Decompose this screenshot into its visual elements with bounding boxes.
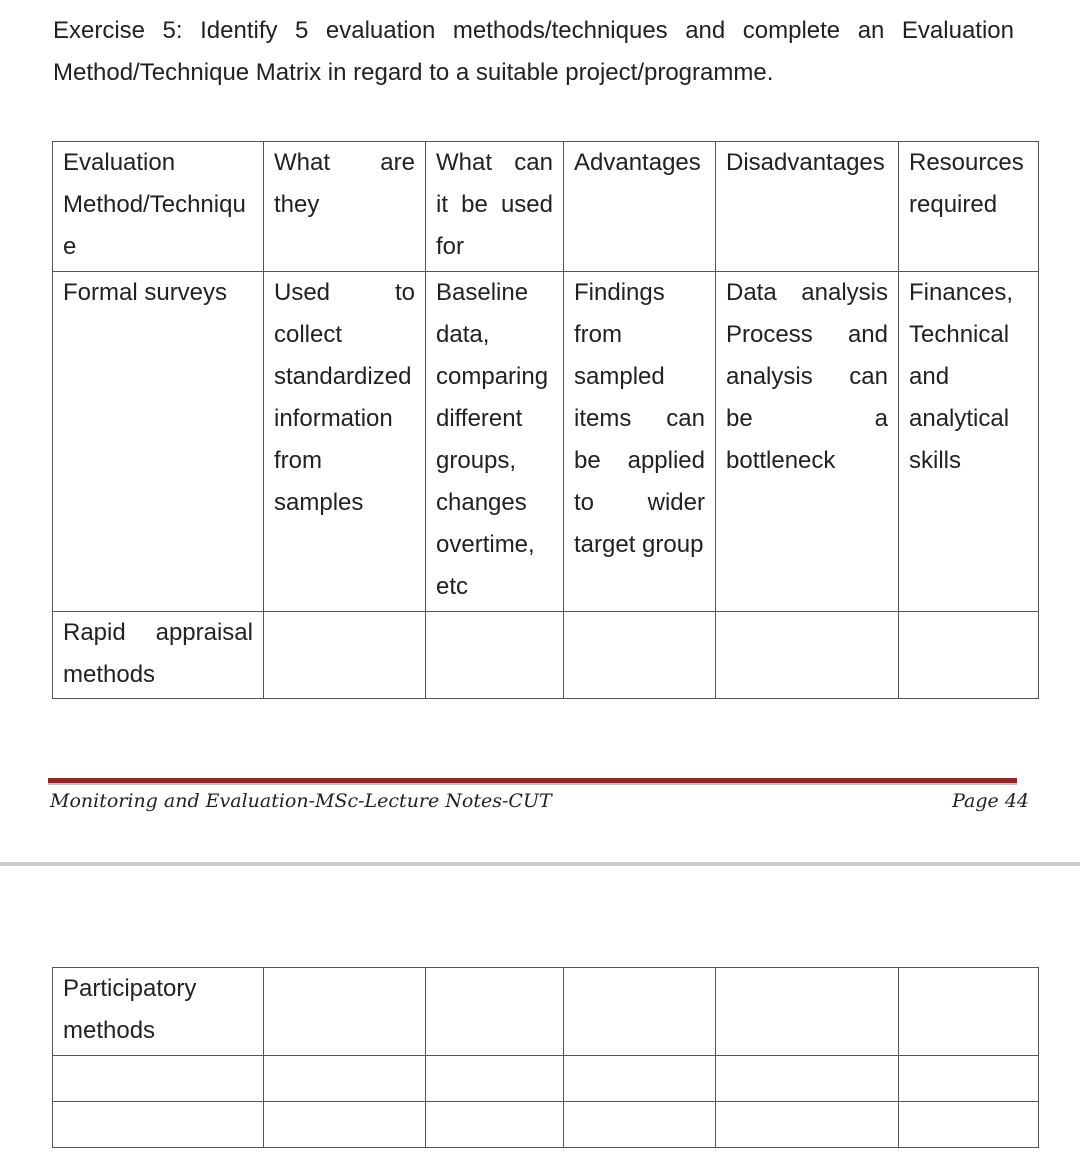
cell-method: Rapid appraisal methods bbox=[53, 612, 264, 699]
cell-disadvantages bbox=[716, 1102, 899, 1148]
cell-disadvantages bbox=[716, 1056, 899, 1102]
cell-advantages: Findings from sampled items can be applied to wider target group bbox=[564, 272, 716, 612]
cell-uses bbox=[426, 612, 564, 699]
footer-rule bbox=[48, 778, 1017, 785]
cell-uses bbox=[426, 968, 564, 1056]
cell-method: Formal surveys bbox=[53, 272, 264, 612]
header-disadvantages: Disadvantages bbox=[716, 142, 899, 272]
cell-disadvantages bbox=[716, 968, 899, 1056]
cell-disadvantages: Data analysis Process and analysis can be a bottleneck bbox=[716, 272, 899, 612]
cell-what-are-they bbox=[264, 968, 426, 1056]
exercise-instructions: Exercise 5: Identify 5 evaluation methods/techniques and complete an Evaluation Method/Technique Matrix in regard to a suitable project/programme. bbox=[53, 17, 1014, 86]
cell-advantages bbox=[564, 1102, 716, 1148]
cell-resources bbox=[899, 1102, 1039, 1148]
header-what-are-they: What are they bbox=[264, 142, 426, 272]
cell-disadvantages bbox=[716, 612, 899, 699]
cell-what-are-they bbox=[264, 1102, 426, 1148]
table-row bbox=[53, 1102, 1039, 1148]
header-evaluation-method: Evaluation Method/Techniqu e bbox=[53, 142, 264, 272]
page-divider bbox=[0, 862, 1080, 866]
header-what-can-it-be-used-for: What can it be used for bbox=[426, 142, 564, 272]
cell-method bbox=[53, 1102, 264, 1148]
table-row bbox=[53, 1056, 1039, 1102]
table-header-row bbox=[53, 142, 1039, 272]
cell-method bbox=[53, 1056, 264, 1102]
header-advantages: Advantages bbox=[564, 142, 716, 272]
page-number: Page 44 bbox=[952, 790, 1029, 812]
cell-uses bbox=[426, 1056, 564, 1102]
table-row bbox=[53, 968, 1039, 1056]
cell-resources bbox=[899, 612, 1039, 699]
footer-title: Monitoring and Evaluation-MSc-Lecture Notes-CUT bbox=[50, 790, 552, 812]
cell-resources bbox=[899, 1056, 1039, 1102]
evaluation-matrix-table-continued bbox=[52, 967, 1039, 1148]
cell-resources: Finances, Technical and analytical skills bbox=[899, 272, 1039, 612]
header-resources-required: Resources required bbox=[899, 142, 1039, 272]
cell-method: Participatory methods bbox=[53, 968, 264, 1056]
cell-what-are-they: Used to collect standardized information from samples bbox=[264, 272, 426, 612]
table-row bbox=[53, 612, 1039, 699]
cell-resources bbox=[899, 968, 1039, 1056]
cell-advantages bbox=[564, 968, 716, 1056]
cell-uses: Baseline data, comparing different groups, changes overtime, etc bbox=[426, 272, 564, 612]
cell-what-are-they bbox=[264, 1056, 426, 1102]
cell-advantages bbox=[564, 1056, 716, 1102]
cell-uses bbox=[426, 1102, 564, 1148]
evaluation-matrix-table bbox=[52, 141, 1039, 699]
cell-what-are-they bbox=[264, 612, 426, 699]
cell-advantages bbox=[564, 612, 716, 699]
table-row bbox=[53, 272, 1039, 612]
